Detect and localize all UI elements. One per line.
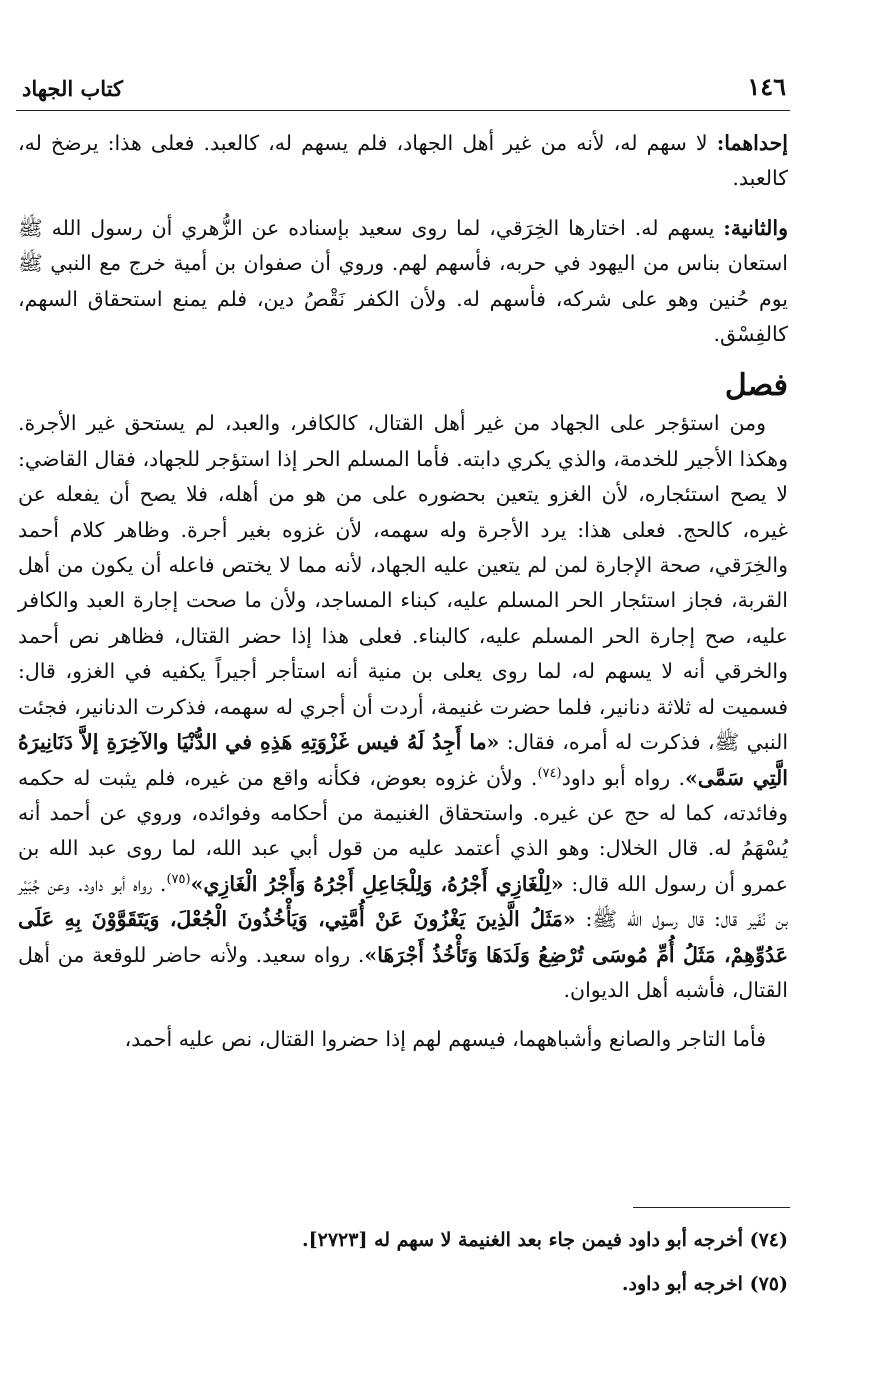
footnote-74: (٧٤) أخرجه أبو داود فيمن جاء بعد الغنيمة لا سهم له [٢٧٢٣].	[302, 1229, 788, 1251]
paragraph-second-opinion	[18, 211, 788, 353]
page-header	[16, 70, 790, 111]
text-segment: . رواه أبو داود. وعن جُبَيْر بن نُفَير قال: قال رسول الله ﷺ:	[18, 871, 788, 932]
first-opinion-text: لا سهم له، لأنه من غير أهل الجهاد، فلم يسهم له، كالعبد. فعلى هذا: يرضخ له، كالعبد.	[18, 131, 788, 191]
footnote-ref-75: (٧٥)	[166, 871, 191, 887]
page-number: ١٤٦	[747, 72, 786, 101]
footnotes	[18, 1218, 788, 1306]
footnote-75: (٧٥) اخرجه أبو داود.	[621, 1273, 788, 1295]
text-segment: . رواه أبو داود	[561, 765, 685, 790]
footnote-ref-74: (٧٤)	[537, 765, 562, 781]
main-text	[18, 126, 788, 1072]
paragraph-first-opinion	[18, 126, 788, 197]
paragraph-hired-fighter	[18, 406, 788, 1008]
text-segment: . رواه سعيد. ولأنه حاضر للوقعة من أهل القتال، فأشبه أهل الديوان.	[18, 942, 788, 1002]
hadith-quote: «لِلْغَازِي أَجْرُهُ، وَلِلْجَاعِلِ أَجْرُهُ وَأَجْرُ الْغَازِي»	[190, 871, 564, 896]
second-opinion-label: والثانية:	[723, 215, 788, 240]
hadith-quote: «ما أَجِدُ لَهُ فيس غَزْوَتِهِ هَذِهِ في الدُّنْيَا والآخِرَةِ إلاَّ دَنَانِيرَهُ الَّتِي سَمَّى»	[18, 730, 789, 790]
text-segment: . ولأن غزوه بعوض، فكأنه واقع من غيره، فلم يثبت له حكمه وفائدته، كما له حج عن غيره. واستحقاق الغنيمة من أحكامه وفوائده، وروي عن أحمد أنه يُسْهَمُ له. قال الخلال: وهو الذي أعتمد عليه من قول أبي عبد الله، لما روى عبد الله بن عمرو أن رسول الله قال:	[18, 765, 788, 896]
first-opinion-label: إحداهما:	[716, 131, 788, 155]
section-heading: فصل	[724, 368, 788, 404]
hadith-quote: «مَثَلُ الَّذِينَ يَغْزُونَ عَنْ أُمَّتِي، وَيَأْخُذُونَ الْجُعْلَ، وَيَتَقَوَّوْنَ بِهِ عَلَى عَدُوِّهِمْ، مَثَلُ أُمِّ مُوسَى تُرْضِعُ وَلَدَهَا وَتَأْخُذُ أَجْرَهَا»	[18, 907, 788, 967]
second-opinion-text: يسهم له. اختارها الخِرَقي، لما روى سعيد بإسناده عن الزُّهري أن رسول الله ﷺ استعان بناس من اليهود في حربه، فأسهم لهم. وروي أن صفوان بن أمية خرج مع النبي ﷺ يوم حُنين وهو على شركه، فأسهم له. ولأن الكفر نَقْصُ دين، فلم يمنع استحقاق السهم، كالفِسْق.	[18, 215, 788, 347]
text-segment: ومن استؤجر على الجهاد من غير أهل القتال، كالكافر، والعبد، لم يستحق غير الأجرة. وهكذا الأجير للخدمة، والذي يكري دابته. فأما المسلم الحر إذا استؤجر للجهاد، فقال القاضي: لا يصح استئجاره، لأن الغزو يتعين بحضوره على من هو من أهله، فلا يصح أن يفعله عن غيره، كالحج. فعلى هذا: يرد الأجرة وله سهمه، لأن غزوه بغير أجرة. وظاهر كلام أحمد والخِرَقي، صحة الإجارة لمن لم يتعين عليه الجهاد، لأنه مما لا يختص فاعله أن يكون من أهل القربة، فجاز استئجار الحر المسلم عليه، كبناء المساجد، ولأن ما صحت إجارة العبد والكافر عليه، صح إجارة الحر المسلم عليه، كالبناء. فعلى هذا إذا حضر القتال، فظاهر نص أحمد والخرقي أنه لا يسهم له، لما روى يعلى بن منية أنه استأجر أجيراً يكفيه في الغزو، قال: فسميت له ثلاثة دنانير، فلما حضرت غنيمة، أردت أن أجري له سهمه، فذكرت الدنانير، فجئت النبي ﷺ، فذكرت له أمره، فقال:	[18, 411, 789, 755]
book-title: كتاب الجهاد	[22, 76, 124, 101]
footnote-separator	[633, 1207, 790, 1208]
paragraph-merchants: فأما التاجر والصانع وأشباههما، فيسهم لهم إذا حضروا القتال، نص عليه أحمد،	[124, 1027, 766, 1052]
